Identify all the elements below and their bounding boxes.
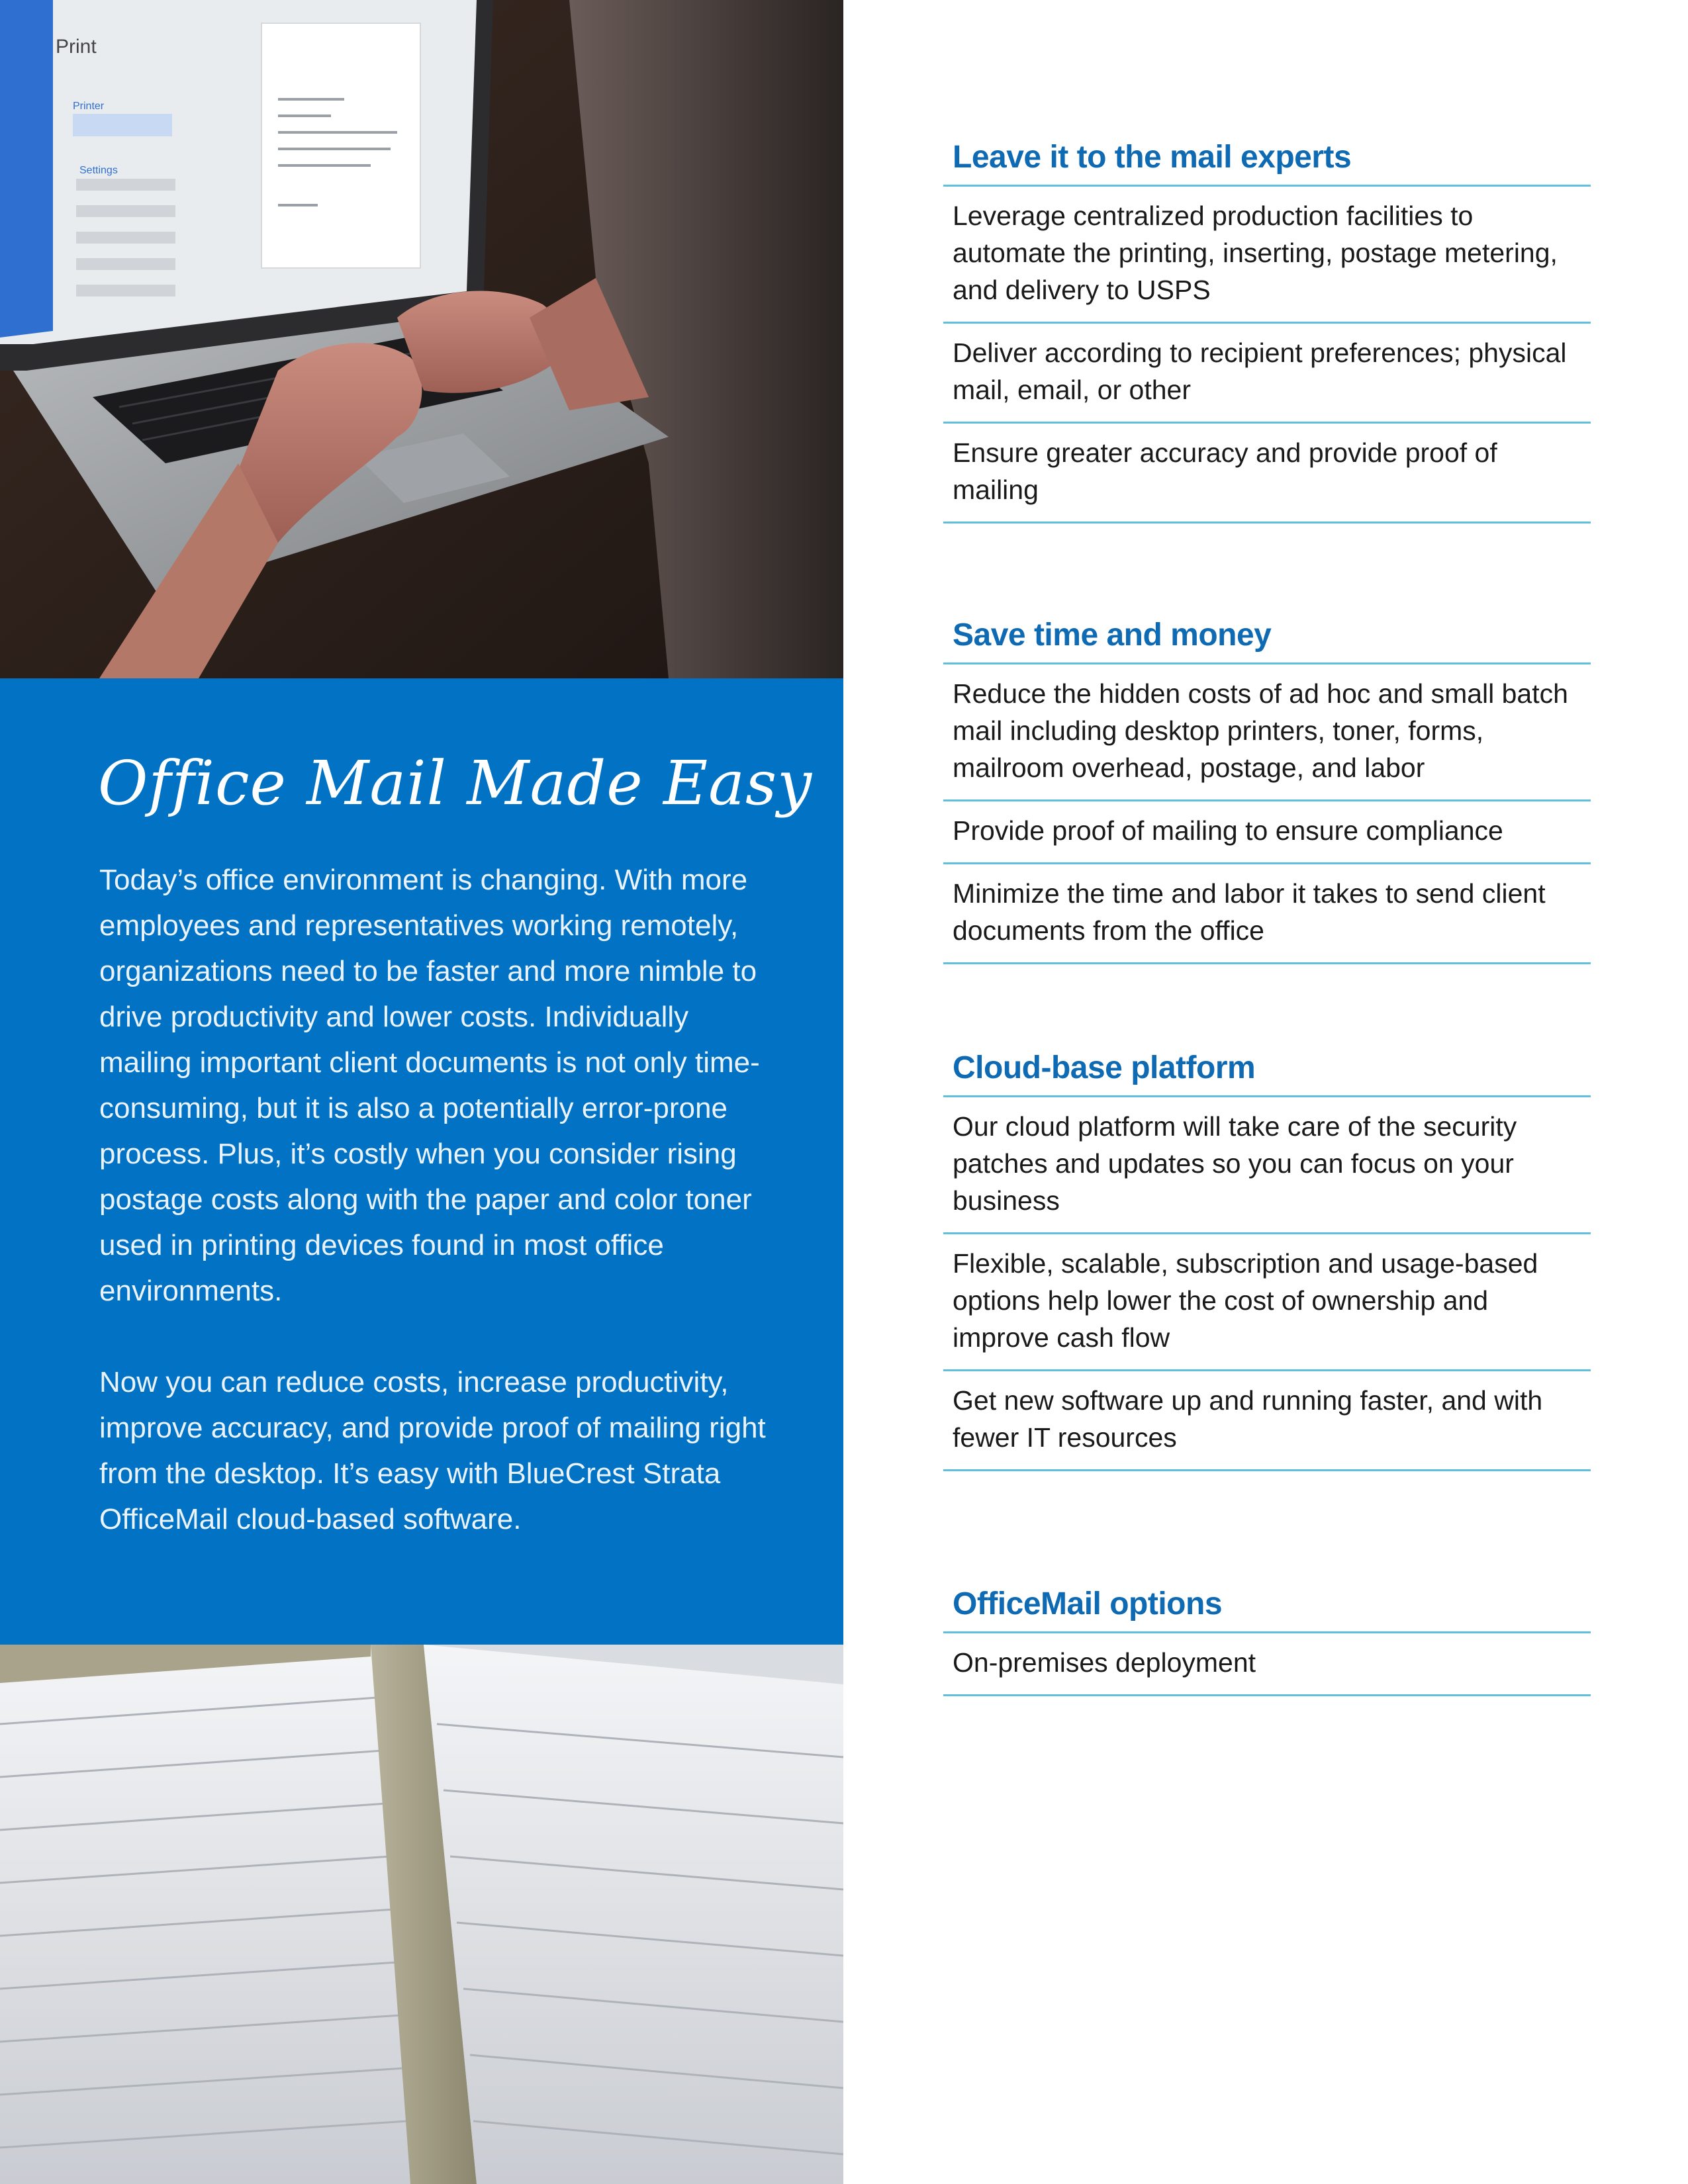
section-heading: Save time and money — [943, 617, 1591, 664]
list-item: Provide proof of mailing to ensure compliance — [943, 801, 1591, 864]
printer-label: Printer — [73, 101, 105, 112]
section-heading: Leave it to the mail experts — [943, 139, 1591, 187]
list-item: Get new software up and running faster, and with fewer IT resources — [943, 1371, 1591, 1471]
section-list — [943, 1097, 1591, 1471]
list-item: Deliver according to recipient preferences; physical mail, email, or other — [943, 324, 1591, 424]
list-item: Minimize the time and labor it takes to send client documents from the office — [943, 864, 1591, 964]
intro-panel — [0, 678, 843, 1645]
envelopes-illustration — [0, 1645, 843, 2184]
panel-title: Office Mail Made Easy — [98, 748, 813, 819]
section-list — [943, 1633, 1591, 1696]
list-item: Flexible, scalable, subscription and usage-based options help lower the cost of ownership and improve cash flow — [943, 1234, 1591, 1371]
list-item: Our cloud platform will take care of the security patches and updates so you can focus on your business — [943, 1097, 1591, 1234]
section-cloud-platform — [943, 1050, 1591, 1471]
section-list — [943, 664, 1591, 964]
laptop-illustration — [0, 0, 843, 678]
list-item: Reduce the hidden costs of ad hoc and small batch mail including desktop printers, toner, forms, mailroom overhead, postage, and labor — [943, 664, 1591, 801]
intro-paragraph-2: Now you can reduce costs, increase productivity, improve accuracy, and provide proof of mailing right from the desktop. It’s easy with BlueCrest Strata OfficeMail cloud-based software. — [99, 1366, 766, 1535]
list-item: On-premises deployment — [943, 1633, 1591, 1696]
intro-text — [99, 857, 781, 1588]
left-column — [0, 0, 843, 2184]
envelopes-photo — [0, 1645, 843, 2184]
settings-label: Settings — [79, 165, 118, 176]
laptop-photo — [0, 0, 843, 678]
section-heading: OfficeMail options — [943, 1586, 1591, 1633]
list-item: Ensure greater accuracy and provide proof of mailing — [943, 424, 1591, 523]
section-save-time — [943, 617, 1591, 964]
intro-paragraph-1: Today’s office environment is changing. With more employees and representatives working remotely, organizations need to be faster and more nimble to drive productivity and lower costs. Individually mailing important client documents is not only time-consuming, but it is also a potentially error-prone process. Plus, it’s costly when you consider rising postage costs along with the paper and color toner used in printing devices found in most office environments. — [99, 864, 760, 1307]
section-mail-experts — [943, 139, 1591, 523]
section-list — [943, 187, 1591, 523]
print-heading: Print — [56, 36, 97, 58]
section-heading: Cloud-base platform — [943, 1050, 1591, 1097]
list-item: Leverage centralized production facilities to automate the printing, inserting, postage metering, and delivery to USPS — [943, 187, 1591, 324]
section-officemail-options — [943, 1586, 1591, 1696]
